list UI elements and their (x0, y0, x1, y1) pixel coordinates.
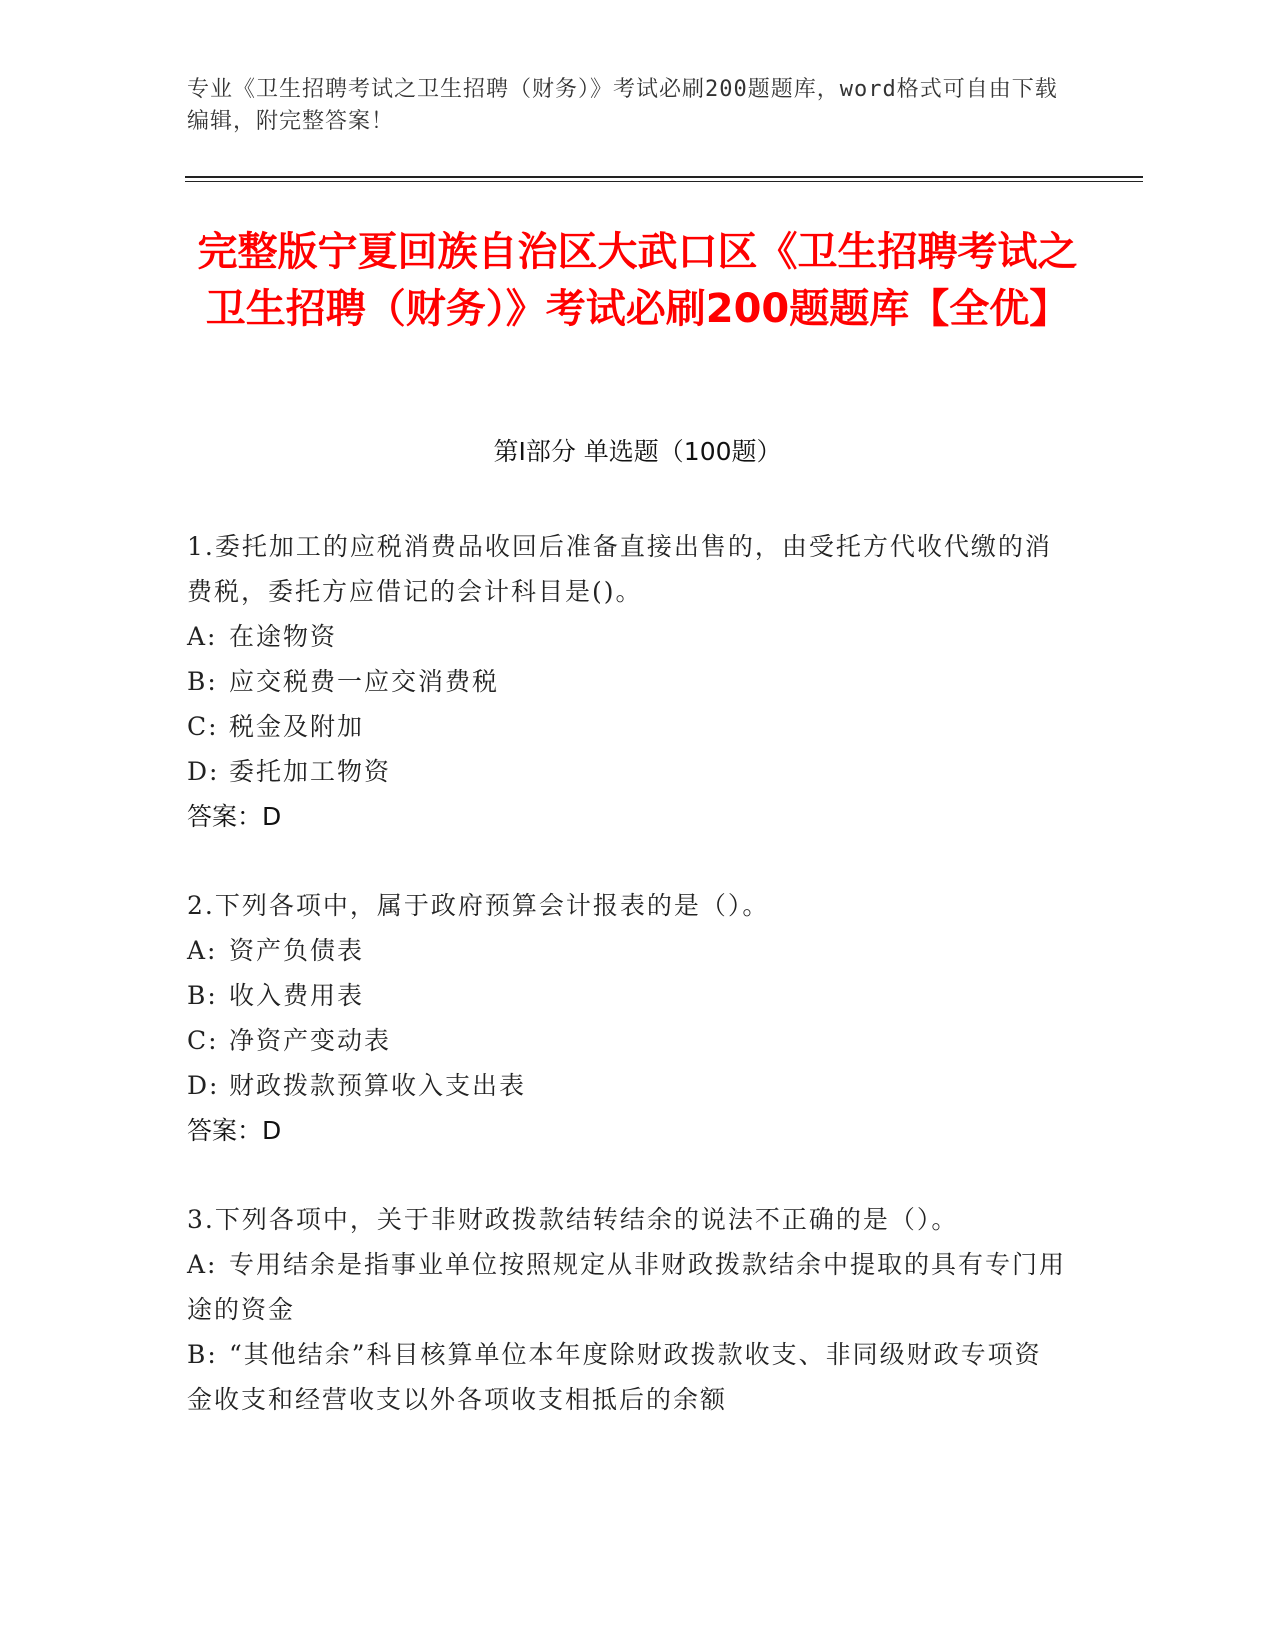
question-stem: 1.委托加工的应税消费品收回后准备直接出售的，由受托方代收代缴的消费税，委托方应借记的会计科目是()。 (187, 532, 1052, 606)
option-text: 委托加工物资 (229, 757, 392, 786)
option-a (187, 614, 1067, 659)
header-note: 专业《卫生招聘考试之卫生招聘（财务）》考试必刷200题题库，word格式可自由下载编辑，附完整答案！ (187, 77, 1058, 134)
question-stem: 3.下列各项中，关于非财政拨款结转结余的说法不正确的是（）。 (187, 1205, 959, 1234)
option-d (187, 749, 1067, 794)
option-d (187, 1063, 1067, 1108)
option-b (187, 659, 1067, 704)
option-a (187, 1242, 1067, 1332)
option-c (187, 1018, 1067, 1063)
option-text: 应交税费一应交消费税 (229, 667, 500, 696)
option-a (187, 928, 1067, 973)
option-b (187, 973, 1067, 1018)
question-1 (187, 524, 1067, 839)
answer-line: 答案：D (187, 1116, 282, 1145)
option-text: 专用结余是指事业单位按照规定从非财政拨款结余中提取的具有专门用途的资金 (187, 1250, 1067, 1324)
header-divider-thin (185, 181, 1143, 182)
option-c (187, 704, 1067, 749)
option-key: B: (187, 981, 218, 1010)
option-text: 税金及附加 (229, 712, 365, 741)
header-divider-thick (185, 176, 1143, 178)
option-key: D: (187, 757, 220, 786)
option-text: 净资产变动表 (229, 1026, 392, 1055)
document-title: 完整版宁夏回族自治区大武口区《卫生招聘考试之卫生招聘（财务）》考试必刷200题题库【全优】 (197, 229, 1078, 332)
option-text: 资产负债表 (229, 936, 365, 965)
question-3 (187, 1197, 1067, 1422)
option-text: 收入费用表 (229, 981, 365, 1010)
question-list (187, 524, 1067, 1466)
option-key: B: (187, 1340, 218, 1369)
option-key: A: (187, 622, 218, 651)
section-heading: 第I部分 单选题（100题） (493, 437, 782, 466)
option-key: C: (187, 1026, 219, 1055)
option-key: C: (187, 712, 219, 741)
option-text: 财政拨款预算收入支出表 (229, 1071, 527, 1100)
option-text: 在途物资 (229, 622, 338, 651)
question-2 (187, 883, 1067, 1153)
option-key: A: (187, 1250, 218, 1279)
option-b (187, 1332, 1067, 1422)
answer-line: 答案：D (187, 802, 282, 831)
option-key: B: (187, 667, 218, 696)
option-text: “其他结余”科目核算单位本年度除财政拨款收支、非同级财政专项资金收支和经营收支以外各项收支相抵后的余额 (187, 1340, 1042, 1414)
question-stem: 2.下列各项中，属于政府预算会计报表的是（）。 (187, 891, 770, 920)
option-key: A: (187, 936, 218, 965)
option-key: D: (187, 1071, 220, 1100)
